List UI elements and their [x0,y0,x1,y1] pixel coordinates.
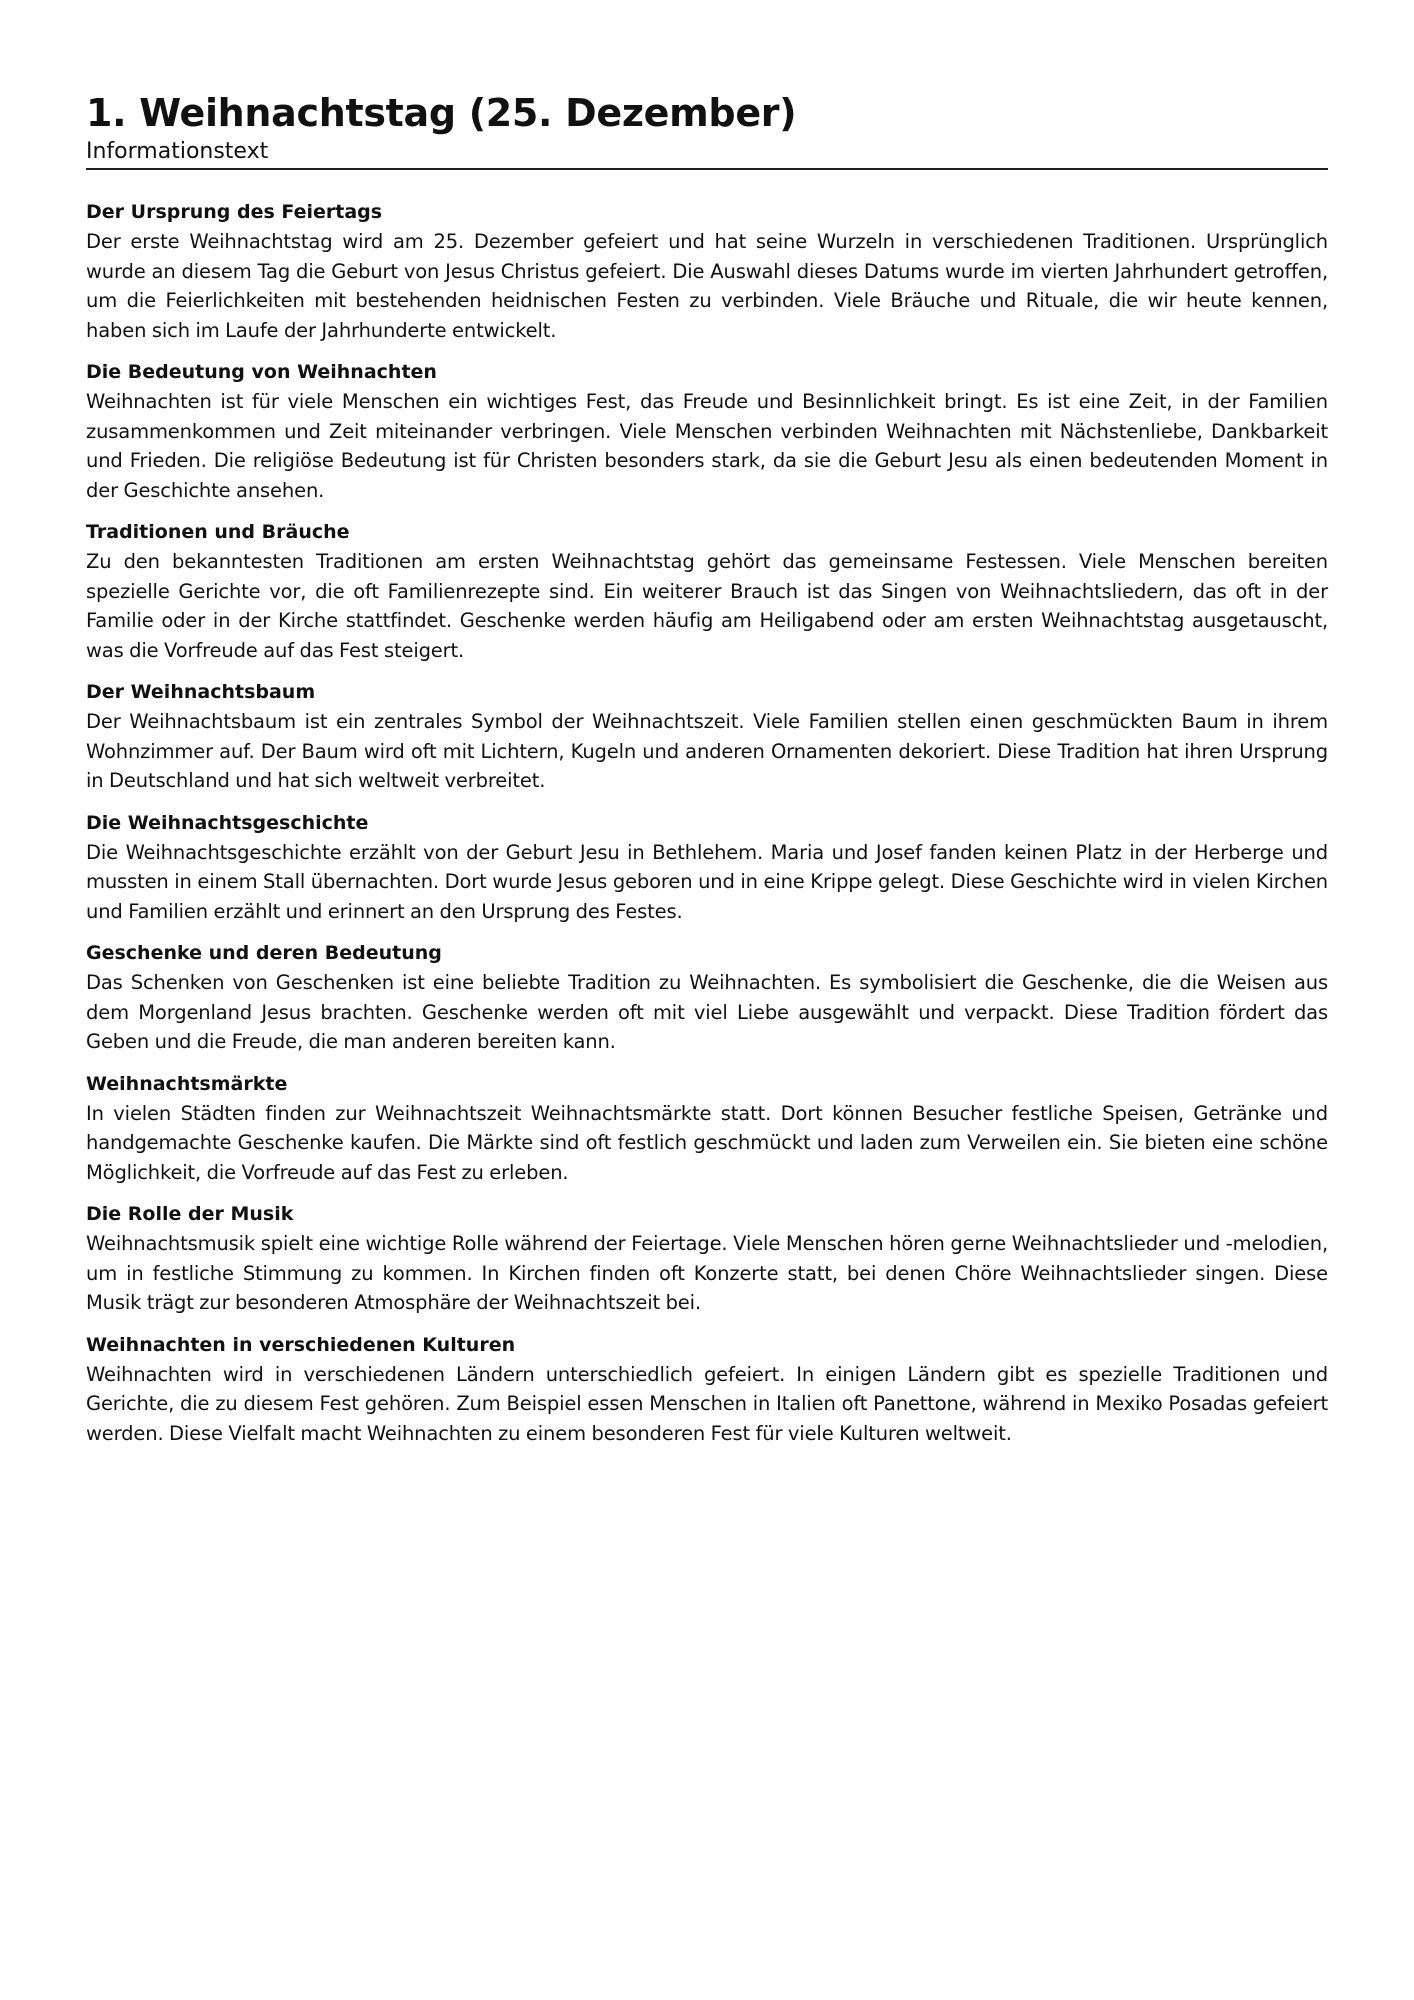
section-ursprung [86,198,1328,345]
section-bedeutung [86,358,1328,505]
section-paragraph: In vielen Städten finden zur Weihnachtszeit Weihnachtsmärkte statt. Dort können Besucher festliche Speisen, Getränke und handgemachte Geschenke kaufen. Die Märkte sind oft festlich geschmückt und laden zum Verweilen ein. Sie bieten eine schöne Möglichkeit, die Vorfreude auf das Fest zu erleben. [86,1101,1328,1184]
section-heading: Der Ursprung des Feiertags [86,201,383,223]
section-paragraph: Weihnachten wird in verschiedenen Ländern unterschiedlich gefeiert. In einigen Ländern gibt es spezielle Traditionen und Gerichte, die zu diesem Fest gehören. Zum Beispiel essen Menschen in Italien oft Panettone, während in Mexiko Posadas gefeiert werden. Diese Vielfalt macht Weihnachten zu einem besonderen Fest für viele Kulturen weltweit. [86,1362,1328,1445]
section-heading: Weihnachtsmärkte [86,1072,288,1095]
section-paragraph: Die Weihnachtsgeschichte erzählt von der Geburt Jesu in Bethlehem. Maria und Josef fanden keinen Platz in der Herberge und mussten in einem Stall übernachten. Dort wurde Jesus geboren und in eine Krippe gelegt. Diese Geschichte wird in vielen Kirchen und Familien erzählt und erinnert an den Ursprung des Festes. [86,840,1328,923]
section-heading: Die Rolle der Musik [86,1203,294,1225]
page-title: 1. Weihnachtstag (25. Dezember) [86,91,797,135]
section-traditionen [86,518,1328,665]
section-paragraph: Der erste Weihnachtstag wird am 25. Dezember gefeiert und hat seine Wurzeln in verschiedenen Traditionen. Ursprünglich wurde an diesem Tag die Geburt von Jesus Christus gefeiert. Die Auswahl dieses Datums wurde im vierten Jahrhundert getroffen, um die Feierlichkeiten mit bestehenden heidnischen Festen zu verbinden. Viele Bräuche und Rituale, die wir heute kennen, haben sich im Laufe der Jahrhunderte entwickelt. [86,230,1328,342]
page-subtitle: Informationstext [86,138,1328,170]
section-heading: Geschenke und deren Bedeutung [86,942,442,964]
section-paragraph: Weihnachten ist für viele Menschen ein wichtiges Fest, das Freude und Besinnlichkeit bringt. Es ist eine Zeit, in der Familien zusammenkommen und Zeit miteinander verbringen. Viele Menschen verbinden Weihnachten mit Nächstenliebe, Dankbarkeit und Frieden. Die religiöse Bedeutung ist für Christen besonders stark, da sie die Geburt Jesu als einen bedeutenden Moment in der Geschichte ansehen. [86,390,1328,502]
section-heading: Die Weihnachtsgeschichte [86,811,369,834]
section-heading: Weihnachten in verschiedenen Kulturen [86,1333,516,1356]
section-paragraph: Das Schenken von Geschenken ist eine beliebte Tradition zu Weihnachten. Es symbolisiert die Geschenke, die die Weisen aus dem Morgenland Jesus brachten. Geschenke werden oft mit viel Liebe ausgewählt und verpackt. Diese Tradition fördert das Geben und die Freude, die man anderen bereiten kann. [86,971,1328,1053]
section-paragraph: Weihnachtsmusik spielt eine wichtige Rolle während der Feiertage. Viele Menschen hören gerne Weihnachtslieder und -melodien, um in festliche Stimmung zu kommen. In Kirchen finden oft Konzerte statt, bei denen Chöre Weihnachtslieder singen. Diese Musik trägt zur besonderen Atmosphäre der Weihnachtszeit bei. [86,1232,1328,1314]
section-weihnachtsmaerkte [86,1070,1328,1188]
section-heading: Die Bedeutung von Weihnachten [86,361,437,383]
sections-container [86,198,1328,1448]
document-page [86,88,1328,1461]
section-paragraph: Der Weihnachtsbaum ist ein zentrales Symbol der Weihnachtszeit. Viele Familien stellen einen geschmückten Baum in ihrem Wohnzimmer auf. Der Baum wird oft mit Lichtern, Kugeln und anderen Ornamenten dekoriert. Diese Tradition hat ihren Ursprung in Deutschland und hat sich weltweit verbreitet. [86,710,1328,792]
section-geschenke [86,939,1328,1057]
section-kulturen [86,1331,1328,1449]
section-heading: Der Weihnachtsbaum [86,681,316,703]
section-musik [86,1200,1328,1318]
section-heading: Traditionen und Bräuche [86,521,350,543]
section-paragraph: Zu den bekanntesten Traditionen am ersten Weihnachtstag gehört das gemeinsame Festessen. Viele Menschen bereiten spezielle Gerichte vor, die oft Familienrezepte sind. Ein weiterer Brauch ist das Singen von Weihnachtsliedern, das oft in der Familie oder in der Kirche stattfindet. Geschenke werden häufig am Heiligabend oder am ersten Weihnachtstag ausgetauscht, was die Vorfreude auf das Fest steigert. [86,550,1328,662]
section-weihnachtsbaum [86,678,1328,796]
section-weihnachtsgeschichte [86,809,1328,927]
